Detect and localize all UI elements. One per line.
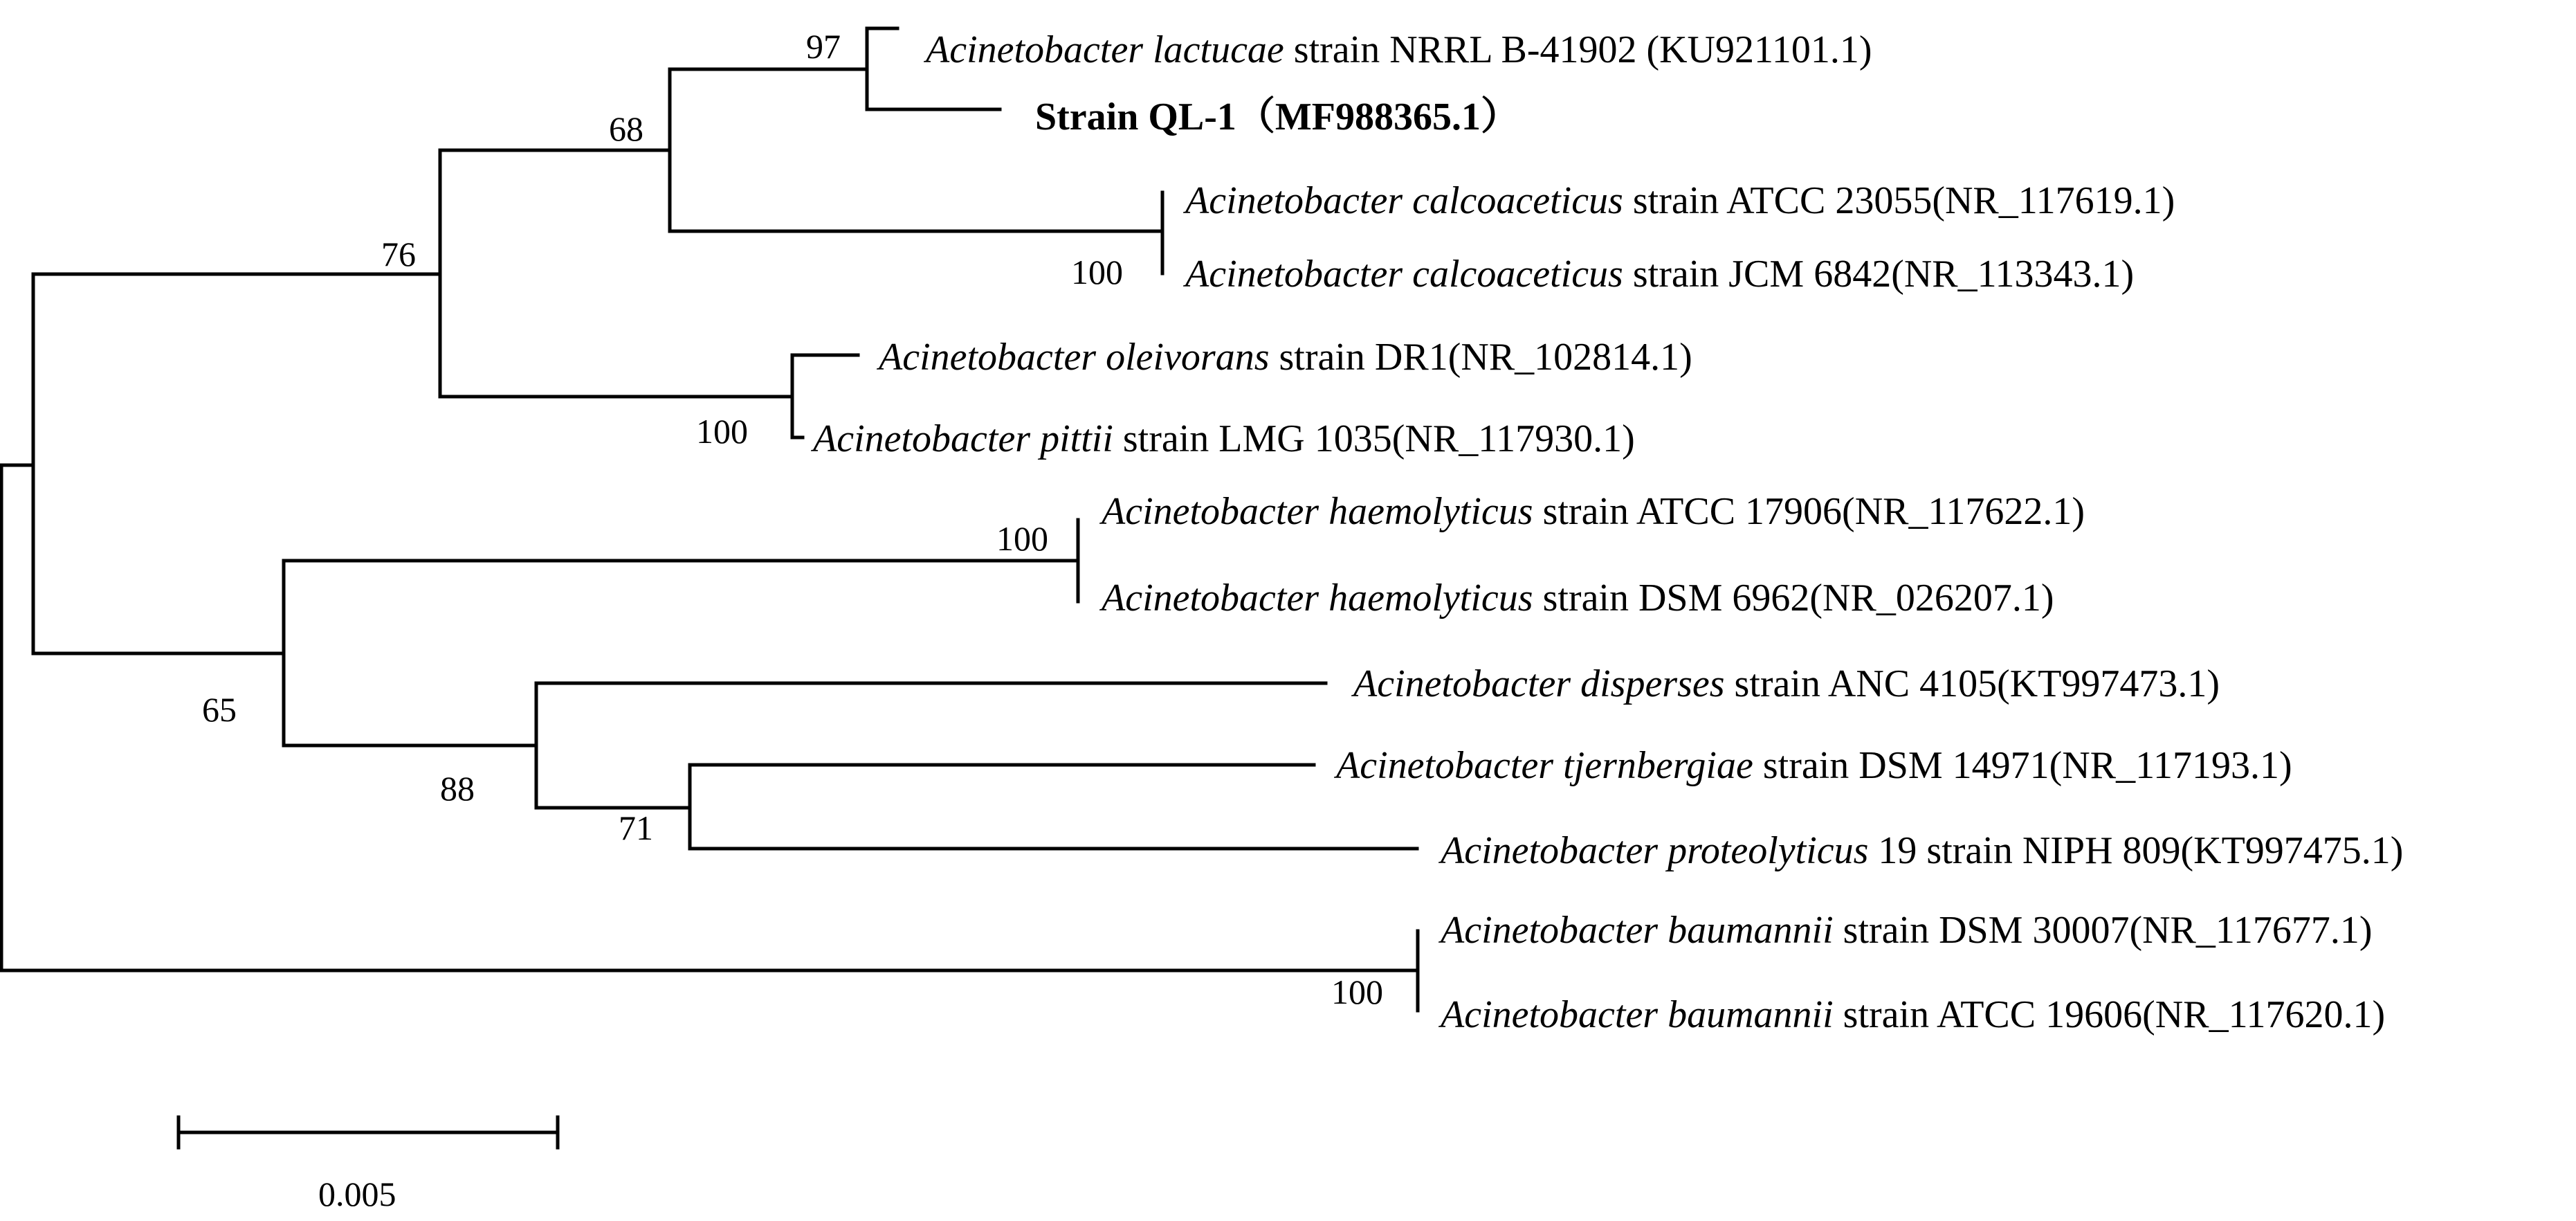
bootstrap-value: 100: [696, 412, 748, 451]
bootstrap-value: 88: [440, 769, 475, 808]
taxon-label: Acinetobacter calcoaceticus strain JCM 6842(NR_113343.1): [1185, 253, 2135, 296]
bootstrap-value: 100: [1331, 973, 1383, 1011]
scale-bar-label: 0.005: [318, 1175, 396, 1213]
bootstrap-value: 68: [609, 109, 643, 148]
taxon-label: Acinetobacter haemolyticus strain DSM 6962(NR_026207.1): [1102, 577, 2054, 619]
bootstrap-value: 76: [381, 235, 416, 273]
taxon-label: Acinetobacter baumannii strain DSM 30007(NR_117677.1): [1441, 909, 2373, 952]
taxon-label: Acinetobacter calcoaceticus strain ATCC 23055(NR_117619.1): [1185, 179, 2175, 222]
taxon-label: Acinetobacter oleivorans strain DR1(NR_102814.1): [879, 336, 1692, 379]
taxon-labels: [810, 28, 2403, 1036]
taxon-label: Acinetobacter tjernbergiae strain DSM 14971(NR_117193.1): [1336, 744, 2292, 787]
bootstrap-value: 100: [1071, 253, 1123, 291]
taxon-label: Acinetobacter lactucae strain NRRL B-41902 (KU921101.1): [926, 28, 1872, 71]
bootstrap-value: 71: [619, 808, 653, 847]
taxon-label-strain-ql1: Strain QL-1（MF988365.1）: [1035, 96, 1519, 138]
bootstrap-value: 65: [202, 690, 237, 729]
taxon-label: Acinetobacter pittii strain LMG 1035(NR_117930.1): [813, 417, 1635, 460]
bootstrap-value: 100: [996, 519, 1048, 558]
taxon-label: Acinetobacter proteolyticus 19 strain NIPH 809(KT997475.1): [1441, 829, 2404, 872]
taxon-label: Acinetobacter disperses strain ANC 4105(KT997473.1): [1353, 662, 2220, 705]
taxon-label: Acinetobacter baumannii strain ATCC 19606(NR_117620.1): [1441, 993, 2386, 1036]
scale-bar: [179, 1117, 558, 1213]
bootstrap-value: 97: [806, 27, 841, 66]
taxon-label: Acinetobacter haemolyticus strain ATCC 17906(NR_117622.1): [1102, 490, 2085, 533]
